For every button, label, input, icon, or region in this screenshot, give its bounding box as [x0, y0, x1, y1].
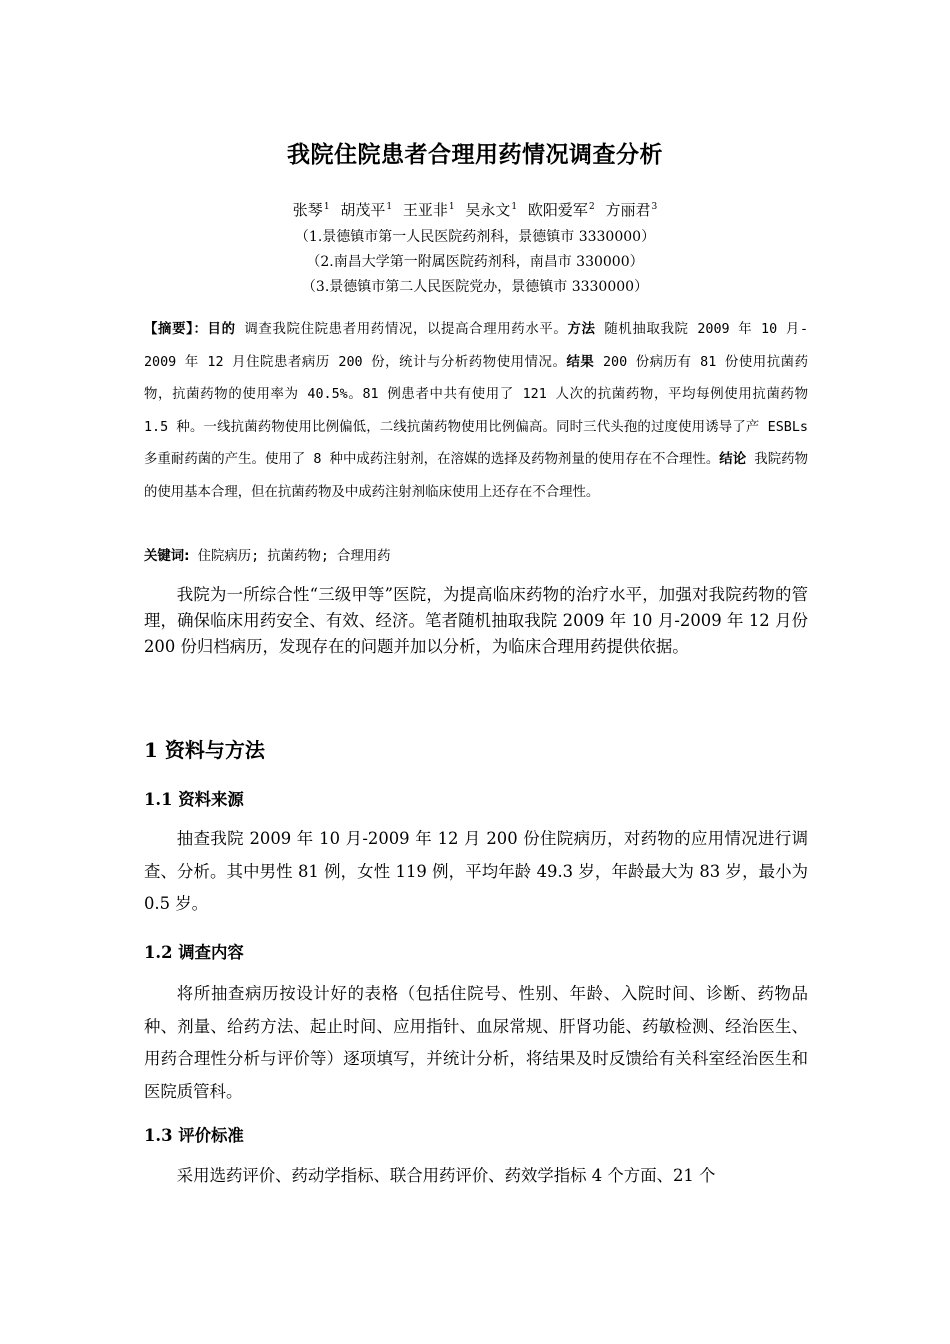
author: 张琴$^1$: [292, 201, 330, 219]
paper-title: 我院住院患者合理用药情况调查分析: [287, 141, 663, 168]
section-1-2-paragraph: 将所抽查病历按设计好的表格（包括住院号、性别、年龄、入院时间、诊断、药物品种、剂量、给药方法、起止时间、应用指针、血尿常规、肝肾功能、药敏检测、经治医生、用药合理性分析与评价等）逐项填写，并统计分析，将结果及时反馈给有关科室经治医生和医院质管科。: [144, 984, 808, 1101]
keywords: [144, 545, 808, 564]
affiliation-3: （3.景德镇市第二人民医院党办，景德镇市 3330000）: [301, 279, 649, 295]
author: 王亚非$^1$: [402, 201, 455, 219]
author: 吴永文$^1$: [465, 201, 518, 219]
abstract-label: 【摘要】：: [144, 322, 208, 337]
section-1-heading: 1 资料与方法: [144, 738, 265, 762]
keywords-label: 关键词:: [144, 549, 190, 564]
author: 欧阳爱军$^2$: [527, 201, 595, 219]
author: 方丽君$^3$: [605, 201, 658, 219]
section-1-3-paragraph: 采用选药评价、药动学指标、联合用药评价、药效学指标 4 个方面、21 个: [176, 1166, 716, 1185]
section-1-2-heading: 1.2 调查内容: [144, 943, 244, 962]
affiliation-2: （2.南昌大学第一附属医院药剂科，南昌市 330000）: [306, 254, 644, 270]
method-label: 方法: [567, 322, 596, 337]
keywords-text: 住院病历; 抗菌药物; 合理用药: [189, 549, 391, 564]
result-text: 200 份病历有 81 份使用抗菌药物，抗菌药物的使用率为 40.5%。81 例患者中共有使用了 121 人次的抗菌药物，平均每例使用抗菌药物 1.5 种。一线抗菌药物使用比例偏低，二线抗菌药物使用比例偏高。同时三代头孢的过度使用诱导了产 ESBLs 多重耐药菌的产生。使用了 8 种中成药注射剂，在溶媒的选择及药物剂量的使用存在不合理性。: [144, 354, 808, 467]
section-1-1-paragraph: 抽查我院 2009 年 10 月-2009 年 12 月 200 份住院病历，对药物的应用情况进行调查、分析。其中男性 81 例，女性 119 例，平均年龄 49.3 岁，年龄最大为 83 岁，最小为 0.5 岁。: [144, 829, 808, 913]
conclusion-text: 我院药物的使用基本合理，但在抗菌药物及中成药注射剂临床使用上还存在不合理性。: [144, 452, 809, 500]
section-1-1-heading: 1.1 资料来源: [144, 790, 244, 809]
affiliation-1: （1.景德镇市第一人民医院药剂科，景德镇市 3330000）: [294, 229, 656, 245]
section-1-3-heading: 1.3 评价标准: [144, 1126, 244, 1145]
method-text: 随机抽取我院 2009 年 10 月- 2009 年 12 月住院患者病历 200 份，统计与分析药物使用情况。: [144, 322, 809, 370]
author-list: [0, 199, 950, 220]
author: 胡茂平$^1$: [340, 201, 393, 219]
objective-text: 调查我院住院患者用药情况，以提高合理用药水平。: [235, 322, 568, 337]
objective-label: 目的: [207, 322, 236, 337]
result-label: 结果: [566, 354, 595, 370]
intro-paragraph: 我院为一所综合性“三级甲等”医院，为提高临床药物的治疗水平，加强对我院药物的管理，确保临床用药安全、有效、经济。笔者随机抽取我院 2009 年 10 月-2009 年 12 月份 200 份归档病历，发现存在的问题并加以分析，为临床合理用药提供依据。: [144, 585, 808, 656]
conclusion-label: 结论: [719, 452, 747, 467]
abstract: [144, 314, 808, 509]
